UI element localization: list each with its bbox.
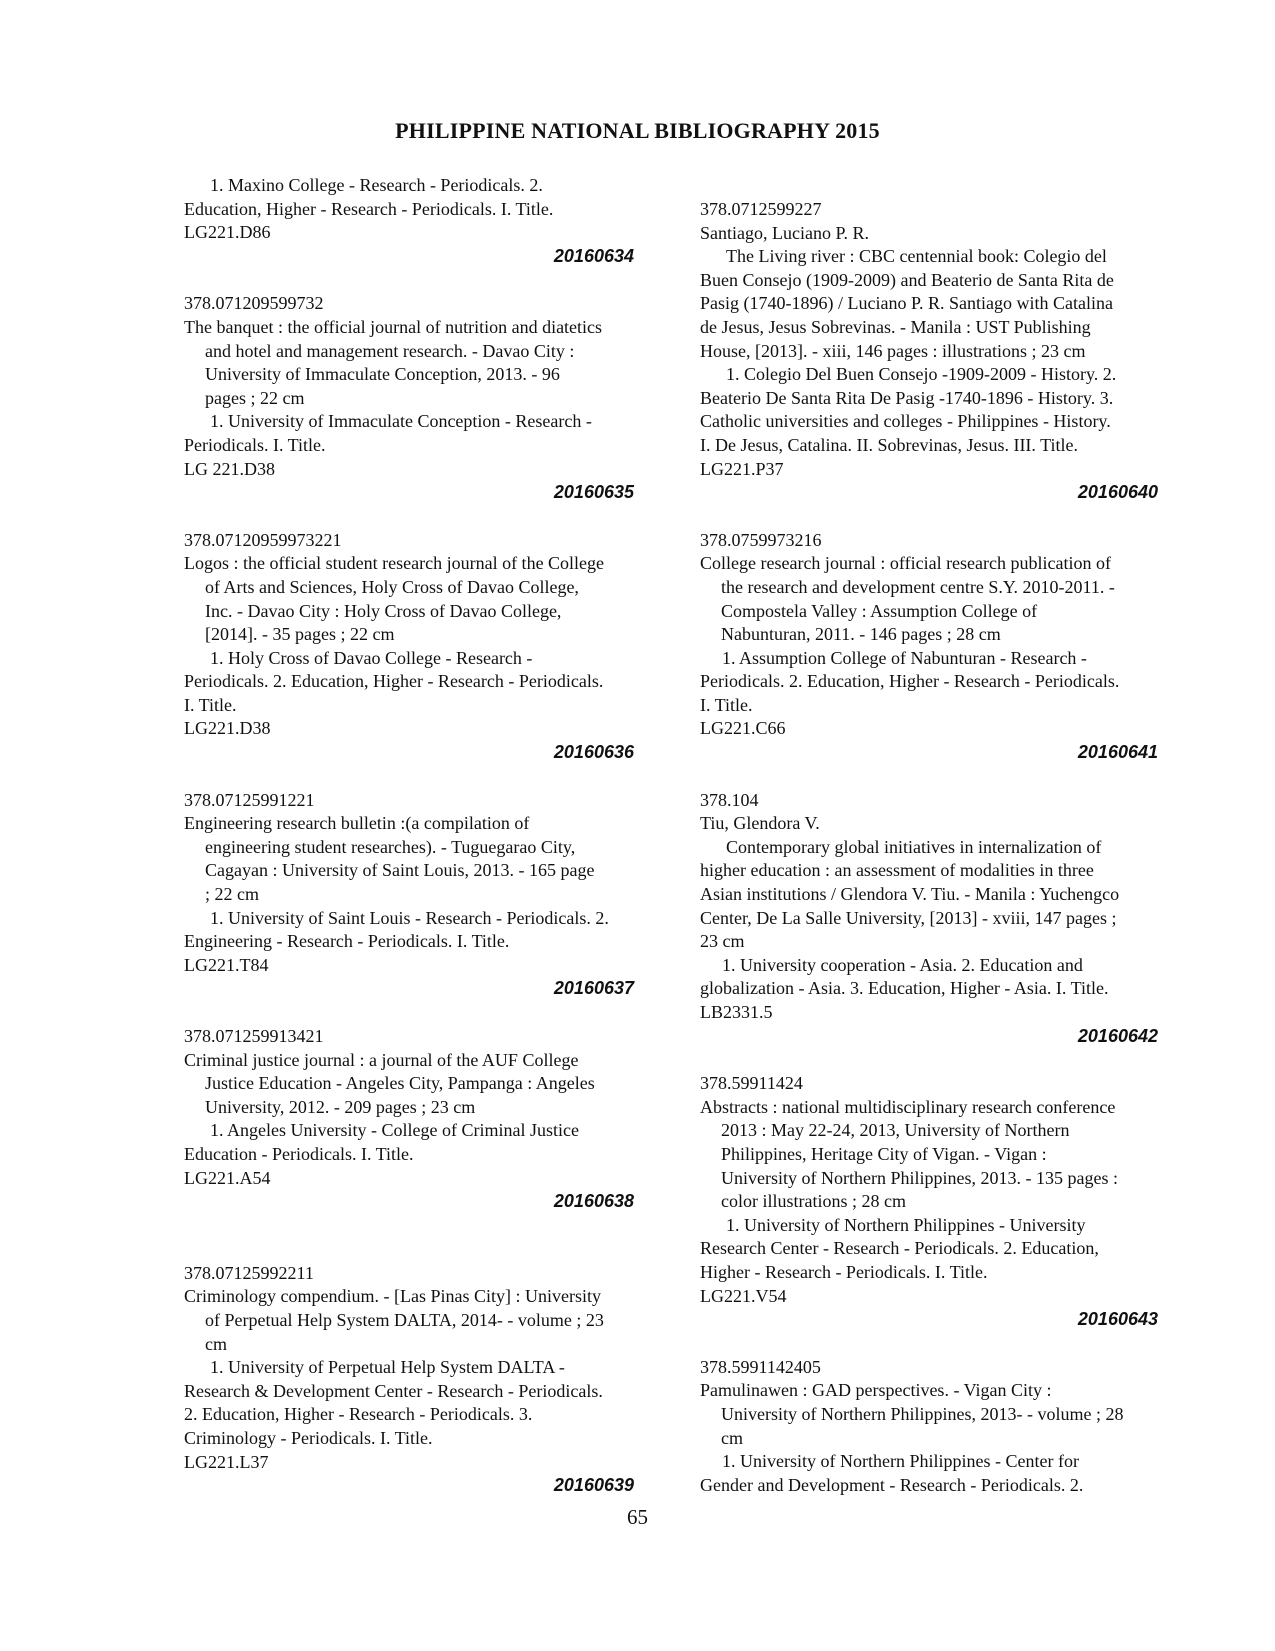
page-number: 65 bbox=[627, 1505, 648, 1529]
call-number: LG221.D38 bbox=[184, 718, 271, 739]
title-line: ; 22 cm bbox=[205, 884, 259, 905]
bib-entry bbox=[184, 174, 666, 268]
bib-entry bbox=[184, 1262, 666, 1498]
title-line: 2013 : May 22-24, 2013, University of Northern bbox=[721, 1120, 1070, 1141]
title-line: Logos : the official student research journal of the College bbox=[184, 553, 605, 574]
classification-number: 378.071259913421 bbox=[184, 1026, 324, 1046]
subject-line: globalization - Asia. 3. Education, Higher - Asia. I. Title. bbox=[700, 978, 1109, 999]
subject-line: Catholic universities and colleges - Philippines - History. bbox=[700, 411, 1111, 432]
title-line: University of Northern Philippines, 2013. - 135 pages : bbox=[721, 1167, 1118, 1188]
subject-line: 1. University of Perpetual Help System DALTA - bbox=[210, 1357, 565, 1378]
subject-line: 1. Maxino College - Research - Periodicals. 2. bbox=[210, 175, 543, 195]
title-line: Engineering research bulletin :(a compilation of bbox=[184, 813, 530, 834]
subject-line: 1. University of Immaculate Conception - Research - bbox=[210, 411, 592, 432]
subject-line: Research & Development Center - Research - Periodicals. bbox=[184, 1380, 603, 1401]
title-line: Philippines, Heritage City of Vigan. - Vigan : bbox=[721, 1143, 1047, 1164]
subject-line: Periodicals. 2. Education, Higher - Research - Periodicals. bbox=[184, 671, 604, 692]
control-number: 20160643 bbox=[1077, 1309, 1158, 1330]
left-column bbox=[184, 174, 666, 1498]
classification-number: 378.07125991221 bbox=[184, 789, 315, 810]
title-line: Nabunturan, 2011. - 146 pages ; 28 cm bbox=[721, 624, 1001, 645]
call-number: LG221.P37 bbox=[700, 458, 784, 479]
title-line: of Arts and Sciences, Holy Cross of Davao College, bbox=[205, 576, 579, 597]
subject-line: I. Title. bbox=[700, 694, 753, 715]
title-line: Justice Education - Angeles City, Pampanga : Angeles bbox=[205, 1073, 595, 1094]
subject-line: 1. Colegio Del Buen Consejo -1909-2009 - History. 2. bbox=[726, 364, 1117, 385]
subject-line: 1. Assumption College of Nabunturan - Research - bbox=[722, 647, 1087, 668]
classification-number: 378.07125992211 bbox=[184, 1262, 314, 1283]
classification-number: 378.59911424 bbox=[700, 1073, 803, 1094]
bib-entry bbox=[700, 529, 1190, 765]
classification-number: 378.0759973216 bbox=[700, 529, 822, 550]
title-line: Compostela Valley : Assumption College of bbox=[721, 600, 1038, 621]
title-line: [2014]. - 35 pages ; 22 cm bbox=[205, 624, 395, 645]
title-line: Criminal justice journal : a journal of the AUF College bbox=[184, 1049, 579, 1070]
title-line: Asian institutions / Glendora V. Tiu. - Manila : Yuchengco bbox=[700, 884, 1120, 905]
title-line: 23 cm bbox=[700, 931, 745, 952]
title-line: cm bbox=[205, 1333, 227, 1354]
classification-number: 378.071209599732 bbox=[184, 293, 324, 314]
subject-line: Gender and Development - Research - Periodicals. 2. bbox=[700, 1474, 1084, 1495]
call-number: LG 221.D38 bbox=[184, 458, 275, 479]
title-line: The Living river : CBC centennial book: Colegio del bbox=[726, 246, 1107, 267]
subject-line: Periodicals. I. Title. bbox=[184, 434, 326, 455]
bib-entry bbox=[184, 1025, 666, 1214]
author-heading: Santiago, Luciano P. R. bbox=[700, 222, 869, 243]
title-line: Pamulinawen : GAD perspectives. - Vigan City : bbox=[700, 1380, 1052, 1401]
title-line: Pasig (1740-1896) / Luciano P. R. Santiago with Catalina bbox=[700, 293, 1113, 314]
control-number: 20160640 bbox=[1077, 482, 1158, 503]
title-line: University, 2012. - 209 pages ; 23 cm bbox=[205, 1096, 476, 1117]
classification-number: 378.104 bbox=[700, 789, 759, 810]
call-number: LG221.A54 bbox=[184, 1167, 271, 1188]
title-line: The banquet : the official journal of nutrition and diatetics bbox=[184, 316, 603, 337]
subject-line: 1. University of Northern Philippines - University bbox=[726, 1214, 1086, 1235]
subject-line: 1. University of Saint Louis - Research - Periodicals. 2. bbox=[210, 907, 609, 928]
subject-line: 1. Holy Cross of Davao College - Research - bbox=[210, 647, 533, 668]
bib-entry bbox=[700, 198, 1190, 505]
subject-line: I. De Jesus, Catalina. II. Sobrevinas, Jesus. III. Title. bbox=[700, 434, 1078, 455]
author-heading: Tiu, Glendora V. bbox=[700, 813, 820, 834]
title-line: Inc. - Davao City : Holy Cross of Davao College, bbox=[205, 600, 562, 621]
subject-line: Education, Higher - Research - Periodicals. I. Title. bbox=[184, 198, 554, 219]
subject-line: Beaterio De Santa Rita De Pasig -1740-1896 - History. 3. bbox=[700, 387, 1114, 408]
control-number: 20160636 bbox=[553, 742, 634, 763]
title-line: de Jesus, Jesus Sobrevinas. - Manila : UST Publishing bbox=[700, 316, 1091, 337]
title-line: Criminology compendium. - [Las Pinas City] : University bbox=[184, 1286, 601, 1307]
classification-number: 378.0712599227 bbox=[700, 199, 822, 219]
title-line: College research journal : official research publication of bbox=[700, 553, 1111, 574]
title-line: University of Immaculate Conception, 2013. - 96 bbox=[205, 364, 560, 385]
title-line: Contemporary global initiatives in internalization of bbox=[726, 836, 1102, 857]
control-number: 20160634 bbox=[553, 245, 634, 266]
title-line: Cagayan : University of Saint Louis, 2013. - 165 page bbox=[205, 860, 595, 881]
title-line: and hotel and management research. - Davao City : bbox=[205, 340, 575, 361]
subject-line: Criminology - Periodicals. I. Title. bbox=[184, 1427, 433, 1448]
classification-number: 378.07120959973221 bbox=[184, 529, 342, 550]
bib-entry bbox=[184, 292, 666, 504]
control-number: 20160642 bbox=[1077, 1025, 1158, 1046]
subject-line: 1. University cooperation - Asia. 2. Education and bbox=[722, 954, 1083, 975]
control-number: 20160641 bbox=[1077, 742, 1158, 763]
subject-line: I. Title. bbox=[184, 694, 237, 715]
subject-line: Engineering - Research - Periodicals. I. Title. bbox=[184, 931, 510, 952]
title-line: Buen Consejo (1909-2009) and Beaterio de Santa Rita de bbox=[700, 269, 1114, 290]
control-number: 20160639 bbox=[553, 1475, 634, 1496]
bib-entry bbox=[700, 1356, 1190, 1498]
title-line: engineering student researches). - Tuguegarao City, bbox=[205, 836, 576, 857]
title-line: of Perpetual Help System DALTA, 2014- - volume ; 23 bbox=[205, 1309, 604, 1330]
subject-line: 2. Education, Higher - Research - Periodicals. 3. bbox=[184, 1404, 533, 1425]
title-line: House, [2013]. - xiii, 146 pages : illustrations ; 23 cm bbox=[700, 340, 1086, 361]
call-number: LG221.T84 bbox=[184, 954, 269, 975]
title-line: Abstracts : national multidisciplinary research conference bbox=[700, 1096, 1116, 1117]
bib-entry bbox=[184, 789, 666, 1001]
title-line: cm bbox=[721, 1427, 743, 1448]
title-line: pages ; 22 cm bbox=[205, 387, 305, 408]
title-line: Center, De La Salle University, [2013] - xviii, 147 pages ; bbox=[700, 907, 1117, 928]
subject-line: Higher - Research - Periodicals. I. Title. bbox=[700, 1261, 988, 1282]
subject-line: 1. Angeles University - College of Criminal Justice bbox=[210, 1120, 579, 1141]
subject-line: Education - Periodicals. I. Title. bbox=[184, 1143, 414, 1164]
title-line: University of Northern Philippines, 2013- - volume ; 28 bbox=[721, 1403, 1124, 1424]
call-number: LG221.C66 bbox=[700, 718, 786, 739]
subject-line: Research Center - Research - Periodicals. 2. Education, bbox=[700, 1238, 1099, 1259]
title-line: the research and development centre S.Y. 2010-2011. - bbox=[721, 576, 1115, 597]
control-number: 20160638 bbox=[553, 1191, 634, 1212]
call-number: LG221.L37 bbox=[184, 1451, 269, 1472]
control-number: 20160637 bbox=[553, 978, 634, 999]
right-column bbox=[700, 174, 1190, 1497]
call-number: LG221.D86 bbox=[184, 222, 271, 243]
subject-line: Periodicals. 2. Education, Higher - Research - Periodicals. bbox=[700, 671, 1120, 692]
page-title: PHILIPPINE NATIONAL BIBLIOGRAPHY 2015 bbox=[395, 118, 880, 143]
title-line: higher education : an assessment of modalities in three bbox=[700, 860, 1094, 881]
classification-number: 378.5991142405 bbox=[700, 1356, 821, 1377]
bib-entry bbox=[700, 1072, 1190, 1332]
subject-line: 1. University of Northern Philippines - Center for bbox=[722, 1451, 1079, 1472]
call-number: LB2331.5 bbox=[700, 1002, 773, 1022]
title-line: color illustrations ; 28 cm bbox=[721, 1191, 906, 1212]
control-number: 20160635 bbox=[553, 482, 634, 503]
call-number: LG221.V54 bbox=[700, 1285, 787, 1306]
bib-entry bbox=[700, 789, 1190, 1049]
bib-entry bbox=[184, 529, 666, 765]
